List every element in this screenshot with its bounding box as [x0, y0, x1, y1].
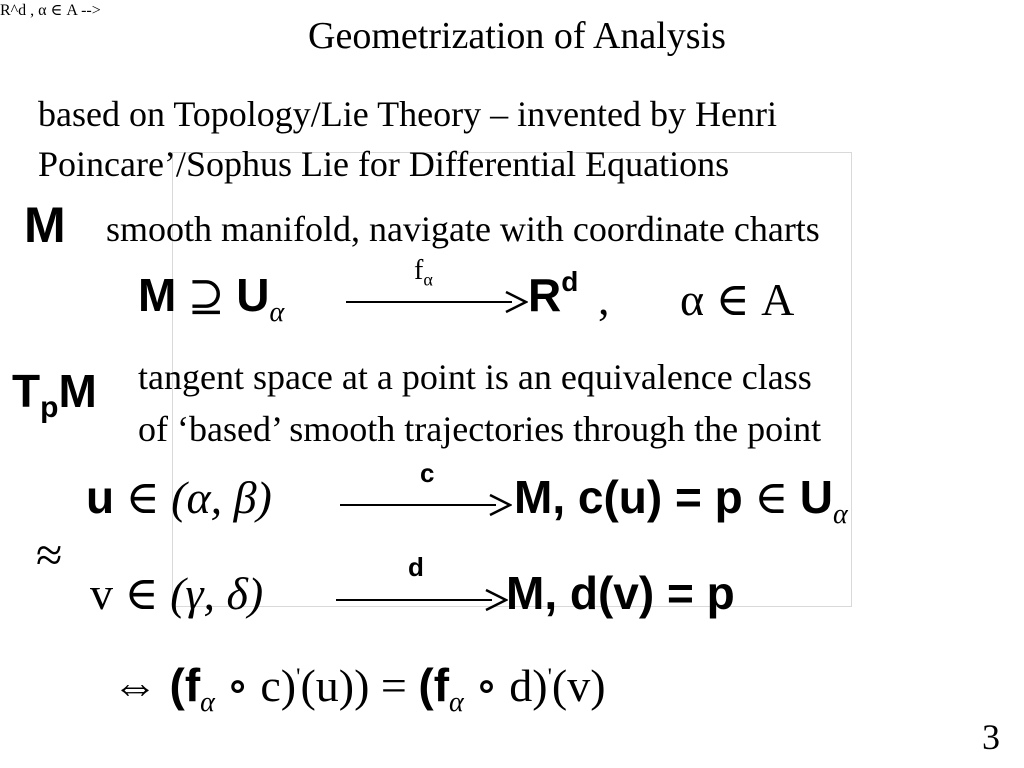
- eq-lhs-arg: (u)) =: [300, 660, 419, 711]
- curve-c-arrow-icon: [340, 493, 512, 517]
- curve-d-domain: [90, 566, 263, 620]
- intro-line-1: based on Topology/Lie Theory – invented by Henri: [38, 94, 778, 134]
- eq-superset: ⊇: [187, 272, 225, 321]
- tangent-space-symbol: [12, 364, 97, 425]
- tangent-p: p: [40, 391, 59, 425]
- eq-rhs-sub: α: [449, 687, 464, 719]
- tangent-line-1: tangent space at a point is an equivalence class: [138, 357, 812, 397]
- curve-d-codomain: M, d(v) = p: [506, 567, 735, 619]
- eq-rhs-prime: ': [547, 664, 552, 691]
- curve-c-codomain: [514, 470, 848, 531]
- chart-target-dim: d: [561, 265, 579, 297]
- curve-d-in: ∈: [124, 568, 159, 619]
- equivalence-equation: [112, 658, 606, 719]
- eq-manifold: M: [138, 269, 177, 321]
- chart-map-sub: α: [423, 269, 433, 290]
- iff-symbol: ⇔: [112, 660, 158, 711]
- curve-c-var: u: [86, 471, 115, 523]
- slide-title: Geometrization of Analysis: [308, 15, 726, 57]
- curve-c-set-sub: α: [833, 499, 848, 531]
- curve-c-in: ∈: [125, 472, 160, 523]
- chart-equation: [138, 268, 284, 338]
- chart-target-R: R: [528, 269, 562, 321]
- tangent-T: T: [12, 365, 41, 417]
- chart-index: [680, 272, 794, 326]
- curve-d-interval: (γ, δ): [170, 568, 264, 619]
- tangent-M: M: [58, 365, 97, 417]
- eq-lhs-sub: α: [200, 687, 215, 719]
- chart-alpha: α: [680, 274, 705, 325]
- eq-lhs-prime: ': [296, 664, 301, 691]
- chart-comma: ,: [598, 273, 610, 324]
- chart-index-set: A: [761, 274, 795, 325]
- chart-in: ∈: [715, 274, 750, 325]
- chart-target: [528, 265, 579, 322]
- curve-c-map-label: c: [420, 458, 435, 488]
- tangent-line-2: of ‘based’ smooth trajectories through the point: [138, 409, 822, 449]
- eq-lhs-compose: ∘ c): [226, 660, 297, 711]
- page-number: 3: [982, 717, 1000, 757]
- curve-c-rest: M, c(u) = p: [514, 471, 743, 523]
- eq-rhs-arg: (v): [551, 660, 606, 711]
- curve-d-map-label: d: [408, 552, 424, 582]
- eq-open-set-sub: α: [269, 297, 285, 329]
- eq-open-set: U: [236, 269, 270, 321]
- eq-rhs-f: (f: [418, 659, 450, 711]
- curve-c-domain: [86, 470, 272, 524]
- manifold-symbol: M: [24, 197, 66, 253]
- curve-d-var: v: [90, 568, 113, 619]
- eq-rhs-compose: ∘ d): [475, 660, 548, 711]
- approx-symbol: ≈: [36, 529, 63, 582]
- chart-map-label: [414, 255, 433, 290]
- curve-c-set: U: [799, 471, 834, 523]
- chart-map-f: f: [414, 255, 424, 286]
- chart-arrow-icon: [346, 290, 528, 314]
- intro-line-2: Poincare’/Sophus Lie for Differential Equations: [38, 144, 730, 184]
- curve-c-interval: (α, β): [171, 472, 272, 523]
- curve-c-in2: ∈: [754, 472, 789, 523]
- manifold-text: smooth manifold, navigate with coordinate charts: [106, 209, 820, 249]
- eq-lhs-f: (f: [169, 659, 201, 711]
- curve-d-arrow-icon: [336, 588, 508, 612]
